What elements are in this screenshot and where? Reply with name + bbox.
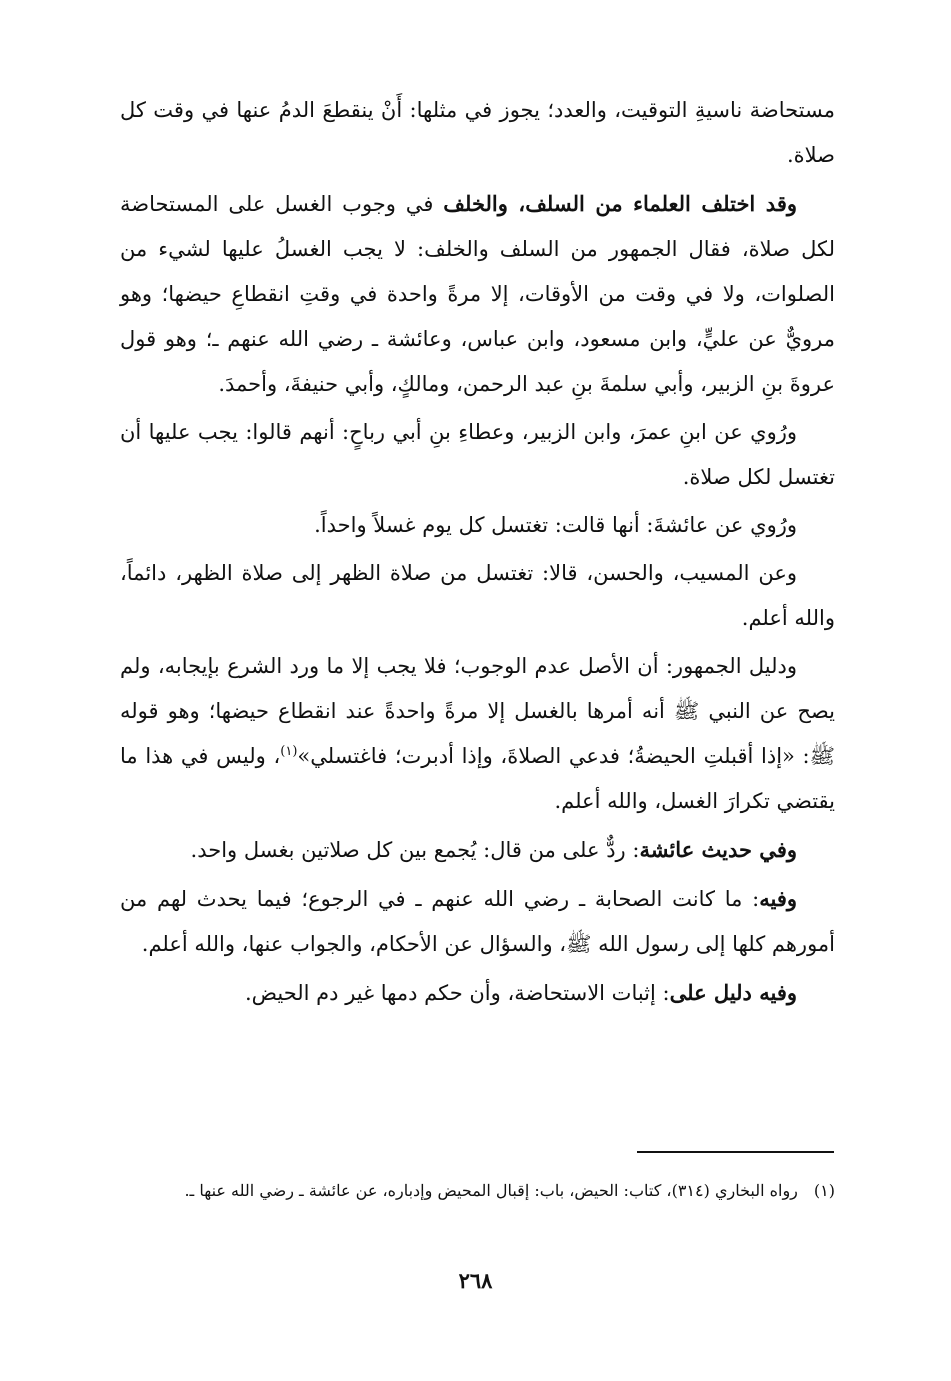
bold-heading-text: وفيه دليل على — [669, 980, 797, 1005]
paragraph-text: مستحاضة ناسيةِ التوقيت، والعدد؛ يجوز في مثلها: أَنْ ينقطعَ الدمُ عنها في وقت كل صلاة. — [120, 98, 835, 167]
paragraph-text: ودليل الجمهور: أن الأصل عدم الوجوب؛ فلا يجب إلا ما ورد الشرع بإيجابه، ولم يصح عن النبي ﷺ أنه أمرها بالغسل إلا مرةً واحدةً عند انقطاع حيضها؛ وهو قوله ﷺ: «إذا أقبلتِ الحيضةُ؛ فدعي الصلاةَ، وإذا أدبرت؛ فاغتسلي» — [120, 654, 836, 768]
paragraph-text: وعن المسيب، والحسن، قالا: تغتسل من صلاة الظهر إلى صلاة الظهر، دائماً، والله أعلم. — [120, 561, 835, 630]
footnote-separator — [637, 1151, 834, 1153]
paragraph-text: ورُوي عن ابنِ عمرَ، وابن الزبير، وعطاءِ بنِ أبي رباحٍ: أنهم قالوا: يجب عليها أن تغتسل لكل صلاة. — [120, 420, 835, 489]
footnote-marker[interactable]: (١) — [280, 744, 298, 759]
paragraph — [120, 88, 835, 178]
bold-heading-text: وفيه — [759, 886, 797, 911]
footnotes — [120, 1174, 835, 1208]
main-text — [120, 88, 835, 1019]
paragraph-text: : ردٌّ على من قال: يُجمع بين كل صلاتين بغسل واحد. — [190, 838, 640, 862]
paragraph — [120, 503, 835, 548]
footnote-text: رواه البخاري (٣١٤)، كتاب: الحيض، باب: إقبال المحيض وإدباره، عن عائشة ـ رضي الله عنها ـ. — [184, 1181, 798, 1200]
paragraph — [120, 181, 835, 407]
bold-heading-text: وفي حديث عائشة — [639, 837, 797, 862]
paragraph — [120, 551, 835, 641]
paragraph-text: : إثبات الاستحاضة، وأن حكم دمها غير دم الحيض. — [244, 981, 670, 1005]
paragraph — [120, 970, 835, 1016]
footnote-number: (١) — [813, 1181, 835, 1200]
paragraph-text: في وجوب الغسل على المستحاضة لكل صلاة، فقال الجمهور من السلف والخلف: لا يجب الغسلُ عليها لشيء من الصلوات، ولا في وقت من الأوقات، إلا مرةً واحدة في وقتِ انقطاعِ حيضها؛ وهو مرويٌّ عن عليٍّ، وابن مسعود، وابن عباس، وعائشة ـ رضي الله عنهم ـ؛ وهو قول عروةَ بنِ الزبير، وأبي سلمةَ بنِ عبد الرحمن، ومالكٍ، وأبي حنيفةَ، وأحمدَ. — [120, 192, 835, 396]
paragraph — [120, 876, 835, 967]
paragraph — [120, 827, 835, 873]
bold-heading-text: وقد اختلف العلماء من السلف، والخلف — [443, 191, 798, 216]
paragraph — [120, 410, 835, 500]
footnote-item — [120, 1174, 835, 1208]
page-number: ٢٦٨ — [458, 1268, 493, 1293]
paragraph-text: ورُوي عن عائشةَ: أنها قالت: تغتسل كل يوم غسلاً واحداً. — [314, 513, 797, 537]
paragraph-text: : ما كانت الصحابة ـ رضي الله عنهم ـ في الرجوع؛ فيما يحدث لهم من أمورهم كلها إلى رسول الله ﷺ، والسؤال عن الأحكام، والجواب عنها، والله أعلم. — [120, 887, 835, 956]
paragraph — [120, 644, 835, 824]
paragraph-text: ، وليس في هذا ما يقتضي تكرارَ الغسل، والله أعلم. — [120, 744, 835, 813]
